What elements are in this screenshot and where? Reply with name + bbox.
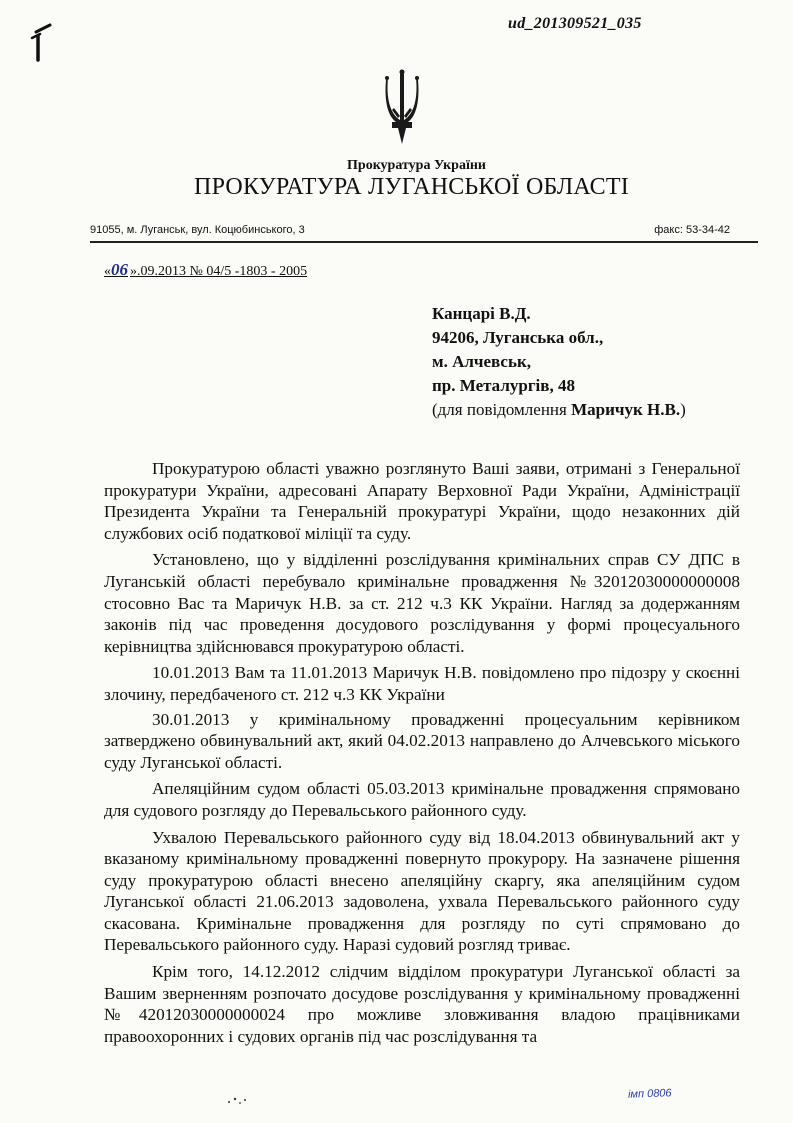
addressee-postal: 94206, Луганська обл.,: [432, 328, 604, 347]
header-divider: [90, 241, 758, 243]
addressee-street: пр. Металургів, 48: [432, 376, 575, 395]
addressee-city: м. Алчевськ,: [432, 352, 531, 371]
agency-name-large: ПРОКУРАТУРА ЛУГАНСЬКОЇ ОБЛАСТІ: [194, 174, 629, 200]
scan-specks: [226, 1094, 250, 1108]
document-id: ud_201309521_035: [508, 15, 642, 32]
agency-name-small: Прокуратура України: [347, 158, 486, 173]
reference-number: ».09.2013 № 04/5 -1803 - 2005: [130, 264, 308, 279]
trident-emblem-icon: [384, 68, 420, 146]
paragraph-2: Установлено, що у відділенні розслідування кримінальних справ СУ ДПС в Луганській області перебувало кримінальне провадження №32012030000000008 стосовно Вас та Маричук Н.В. за ст. 212 ч.3 КК України. Нагляд за додержанням законів під час проведення досудового розслідування у формі процесуального керівництва здійснювався прокуратурою області.: [104, 550, 740, 656]
handwritten-corner-mark: [28, 22, 76, 62]
addressee-block: [432, 302, 686, 422]
paragraph-6: Ухвалою Перевальського районного суду від 18.04.2013 обвинувальний акт у вказаному кримінальному провадженні повернуто прокурору. На зазначене рішення суду прокуратурою області внесено апеляційну скаргу, яка апеляційним судом Луганської області 21.06.2013 задоволена, ухвала Перевальського районного суду скасована. Кримінальне провадження для розгляду по суті спрямовано до Перевальського районного суду. Наразі судовий розгляд триває.: [104, 827, 740, 955]
outgoing-reference: «06 ».09.2013 № 04/5 -1803 - 2005: [104, 260, 308, 279]
handwritten-footer-mark: імп 0806: [627, 1087, 672, 1101]
addressee-name: Канцарі В.Д.: [432, 304, 531, 323]
paragraph-7: Крім того, 14.12.2012 слідчим відділом прокуратури Луганської області за Вашим зверненням розпочато досудове розслідування у кримінальному провадженні №42012030000000024 про можливе зловживання владою працівниками правоохоронних і судових органів під час розслідування та: [104, 962, 740, 1046]
fax-number: факс: 53-34-42: [654, 224, 730, 236]
paragraph-4: 30.01.2013 у кримінальному провадженні процесуальним керівником затверджено обвинувальний акт, який 04.02.2013 направлено до Алчевського міського суду Луганської області.: [104, 709, 740, 772]
paragraph-1: Прокуратурою області уважно розглянуто Ваші заяви, отримані з Генеральної прокуратури України, адресовані Апарату Верховної Ради України, Адміністрації Президента України та Генеральній прокуратурі України, щодо незаконних дій службових осіб податкової міліції та суду.: [104, 459, 740, 543]
address-row: [90, 224, 730, 236]
letter-body: [104, 458, 740, 1052]
addressee-note: (для повідомлення Маричук Н.В.): [432, 400, 686, 419]
postal-address: 91055, м. Луганськ, вул. Коцюбинського, 3: [90, 224, 305, 236]
paragraph-3: 10.01.2013 Вам та 11.01.2013 Маричук Н.В. повідомлено про підозру у скоєнні злочину, передбаченого ст. 212 ч.3 КК України: [104, 663, 740, 704]
handwritten-day: 06: [111, 260, 128, 279]
paragraph-5: Апеляційним судом області 05.03.2013 кримінальне провадження спрямовано для судового розгляду до Перевальського районного суду.: [104, 779, 740, 820]
